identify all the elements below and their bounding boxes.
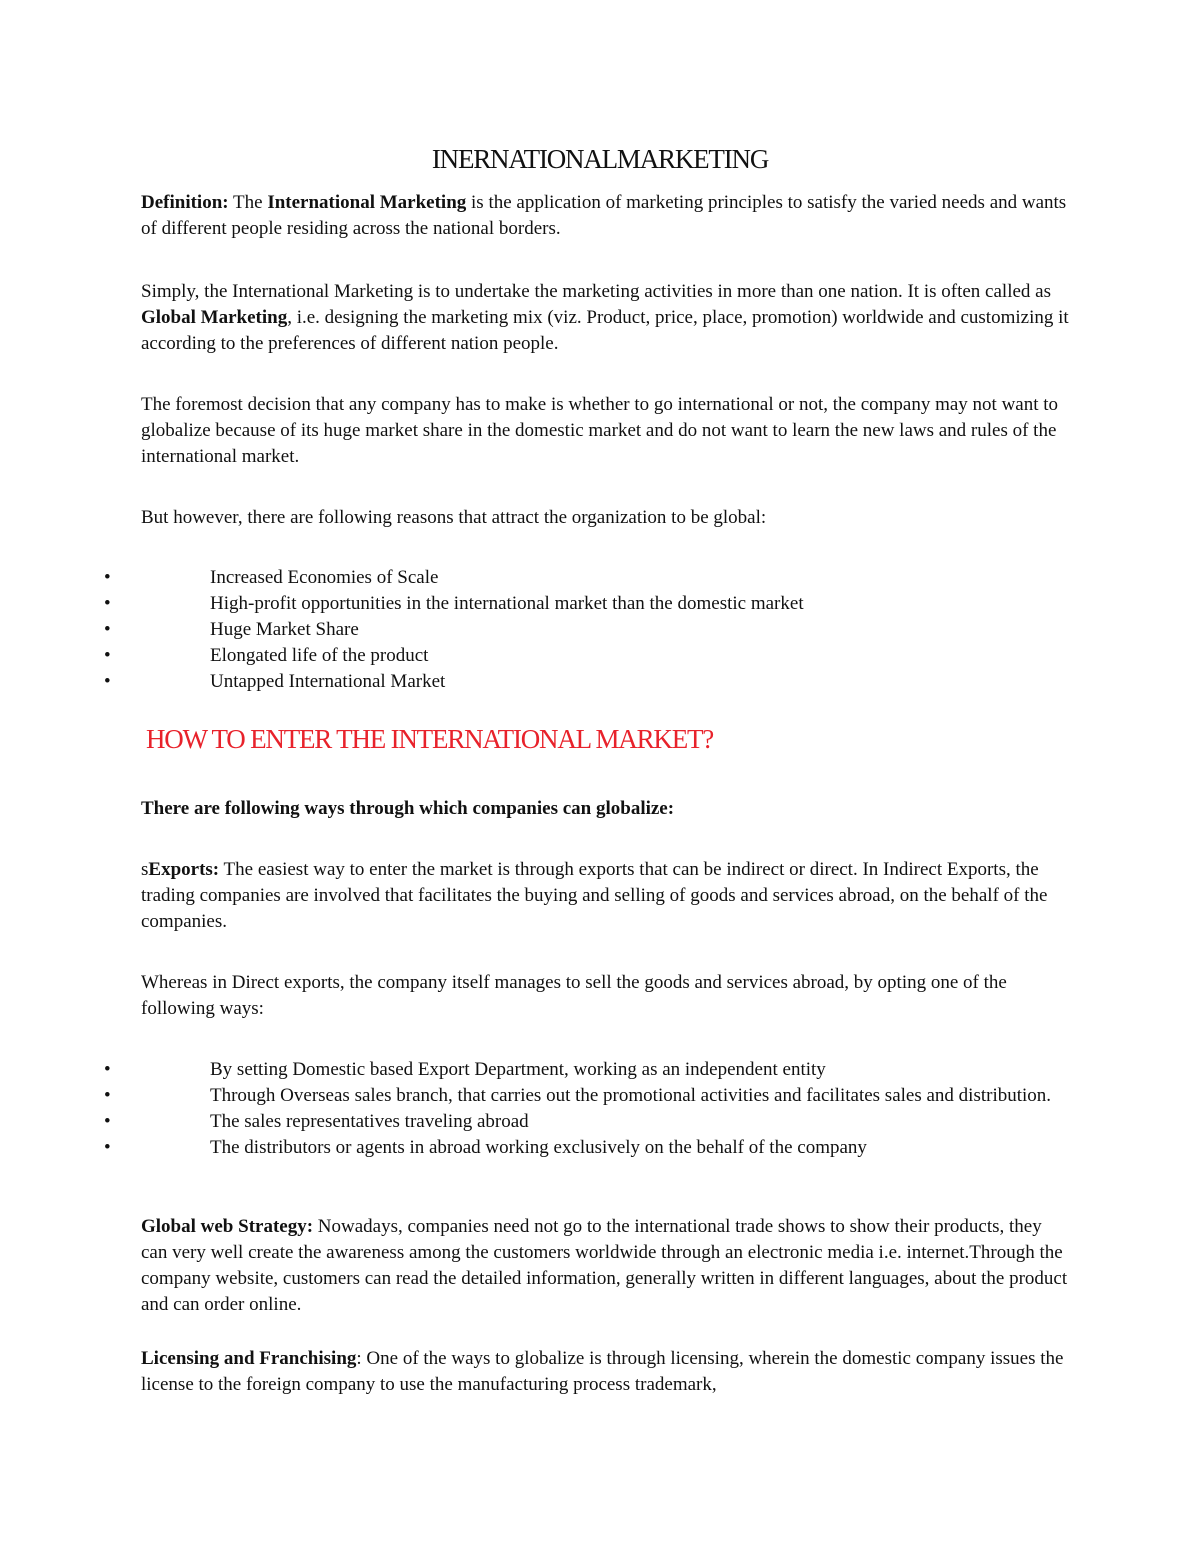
document-title: INERNATIONALMARKETING bbox=[431, 144, 769, 174]
direct-ways-list bbox=[0, 1057, 1100, 1161]
simply-paragraph bbox=[141, 279, 1071, 357]
licensing-text: : One of the ways to globalize is through licensing, wherein the domestic company issues the license to the foreign company to use the manufacturing process trademark, bbox=[141, 1348, 1064, 1395]
bullet-icon: • bbox=[104, 1059, 111, 1080]
bullet-icon: • bbox=[104, 671, 111, 692]
global-web-text: Nowadays, companies need not go to the international trade shows to show their products, they can very well create the awareness among the customers worldwide through an electronic media i.e. internet.Through the company website, customers can read the detailed information, generally written in different languages, about the product and can order online. bbox=[141, 1216, 1068, 1315]
exports-paragraph bbox=[141, 857, 1071, 935]
definition-text-2: is the application of marketing principles to satisfy the varied needs and wants of different people residing across the national borders. bbox=[141, 192, 1067, 239]
exports-prefix: s bbox=[141, 859, 149, 880]
list-item: • The distributors or agents in abroad working exclusively on the behalf of the company bbox=[0, 1135, 1100, 1161]
bullet-icon: • bbox=[104, 1085, 111, 1106]
list-item: • Through Overseas sales branch, that carries out the promotional activities and facilitates sales and distribution. bbox=[0, 1083, 1100, 1109]
ways-intro: There are following ways through which companies can globalize: bbox=[141, 798, 675, 819]
foremost-paragraph: The foremost decision that any company has to make is whether to go international or not, the company may not want to globalize because of its huge market share in the domestic market and do not want to learn the new laws and rules of the international market. bbox=[141, 394, 1059, 467]
exports-text: The easiest way to enter the market is through exports that can be indirect or direct. In Indirect Exports, the trading companies are involved that facilitates the buying and selling of goods and services abroad, on the behalf of the companies. bbox=[141, 859, 1048, 932]
bullet-icon: • bbox=[104, 593, 111, 614]
definition-paragraph bbox=[141, 190, 1071, 242]
reasons-list bbox=[0, 565, 1100, 695]
global-marketing-term: Global Marketing bbox=[141, 307, 288, 328]
list-item: • The sales representatives traveling abroad bbox=[0, 1109, 1100, 1135]
list-item: • By setting Domestic based Export Department, working as an independent entity bbox=[0, 1057, 1100, 1083]
list-item: • Untapped International Market bbox=[0, 669, 1100, 695]
bullet-icon: • bbox=[104, 619, 111, 640]
bullet-icon: • bbox=[104, 1137, 111, 1158]
definition-term: International Marketing bbox=[267, 192, 467, 213]
bullet-icon: • bbox=[104, 645, 111, 666]
section-heading: HOW TO ENTER THE INTERNATIONAL MARKET? bbox=[146, 724, 714, 754]
simply-text-1: Simply, the International Marketing is to undertake the marketing activities in more than one nation. It is often called as bbox=[141, 281, 1051, 302]
list-item: • Huge Market Share bbox=[0, 617, 1100, 643]
definition-text-1: The bbox=[228, 192, 268, 213]
list-item: • Elongated life of the product bbox=[0, 643, 1100, 669]
licensing-paragraph bbox=[141, 1346, 1071, 1398]
licensing-label: Licensing and Franchising bbox=[141, 1348, 357, 1369]
exports-label: Exports: bbox=[148, 859, 220, 880]
list-item: • Increased Economies of Scale bbox=[0, 565, 1100, 591]
global-web-label: Global web Strategy: bbox=[141, 1216, 314, 1237]
bullet-icon: • bbox=[104, 1111, 111, 1132]
definition-label: Definition: bbox=[141, 192, 229, 213]
bullet-icon: • bbox=[104, 567, 111, 588]
list-item: • High-profit opportunities in the international market than the domestic market bbox=[0, 591, 1100, 617]
global-web-paragraph bbox=[141, 1214, 1071, 1318]
however-paragraph: But however, there are following reasons that attract the organization to be global: bbox=[141, 507, 767, 528]
simply-text-2: , i.e. designing the marketing mix (viz. Product, price, place, promotion) worldwide and customizing it according to the preferences of different nation people. bbox=[141, 307, 1069, 354]
direct-exports-paragraph: Whereas in Direct exports, the company itself manages to sell the goods and services abroad, by opting one of the following ways: bbox=[141, 972, 1007, 1019]
